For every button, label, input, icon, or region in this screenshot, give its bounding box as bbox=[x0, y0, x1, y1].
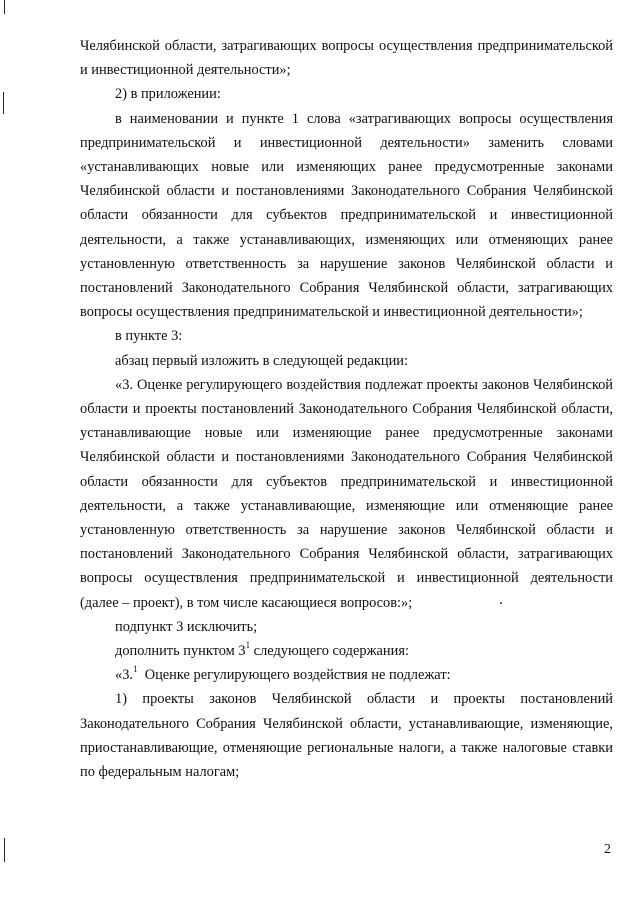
paragraph: Челябинской области, затрагивающих вопросы осуществления предпринимательской и инвестиционной деятельности»; bbox=[80, 38, 613, 79]
paragraph: 2) в приложении: bbox=[115, 86, 221, 103]
paragraph: подпункт 3 исключить; bbox=[115, 618, 258, 635]
scan-edge-mark bbox=[4, 838, 5, 862]
superscript: 1 bbox=[133, 664, 138, 675]
paragraph: в наименовании и пункте 1 слова «затрагивающих вопросы осуществления предпринимательской и инвестиционной деятельности» заменить словами «устанавливающих новые или изменяющих ранее предусмотренные законами Челябинской области и постановлениями Законодательного Собрания Челябинской области обязанности для субъектов предпринимательской и инвестиционной деятельности, а также устанавливающих, изменяющих или отменяющих ранее установленную ответственность за нарушение законов Челябинской области и постановлений Законодательного Собрания Челябинской области, затрагивающих вопросы осуществления предпринимательской и инвестиционной деятельности»; bbox=[80, 110, 613, 321]
paragraph bbox=[80, 663, 613, 687]
paragraph: «3. Оценке регулирующего воздействия подлежат проекты законов Челябинской области и проекты постановлений Законодательного Собрания Челябинской области, устанавливающие новые или изменяющие ранее предусмотренные законами Челябинской области и постановлениями Законодательного Собрания Челябинской области обязанности для субъектов предпринимательской и инвестиционной деятельности, а также устанавливающие, изменяющие или отменяющие ранее установленную ответственность за нарушение законов Челябинской области и постановлений Законодательного Собрания Челябинской области, затрагивающих вопросы осуществления предпринимательской и инвестиционной деятельности (далее – проект), в том числе касающиеся вопросов:»; bbox=[80, 376, 613, 611]
paragraph: абзац первый изложить в следующей редакции: bbox=[115, 352, 409, 369]
page-number: 2 bbox=[604, 842, 611, 857]
document-body bbox=[80, 34, 613, 784]
paragraph-text: «3. bbox=[115, 667, 133, 684]
scan-edge-mark bbox=[3, 92, 4, 114]
paragraph: в пункте 3: bbox=[115, 328, 183, 345]
scan-edge-mark bbox=[4, 0, 5, 14]
superscript: 1 bbox=[245, 640, 251, 651]
paragraph-text: дополнить пунктом 3 bbox=[115, 643, 246, 660]
paragraph-text: следующего содержания: bbox=[250, 643, 409, 660]
paragraph bbox=[80, 639, 613, 663]
paragraph: 1) проекты законов Челябинской области и проекты постановлений Законодательного Собрания Челябинской области, устанавливающие, изменяющие, приостанавливающие, отменяющие региональные налоги, а также налоговые ставки по федеральным налогам; bbox=[80, 691, 613, 781]
paragraph-text: Оценке регулирующего воздействия не подлежат: bbox=[137, 667, 451, 684]
